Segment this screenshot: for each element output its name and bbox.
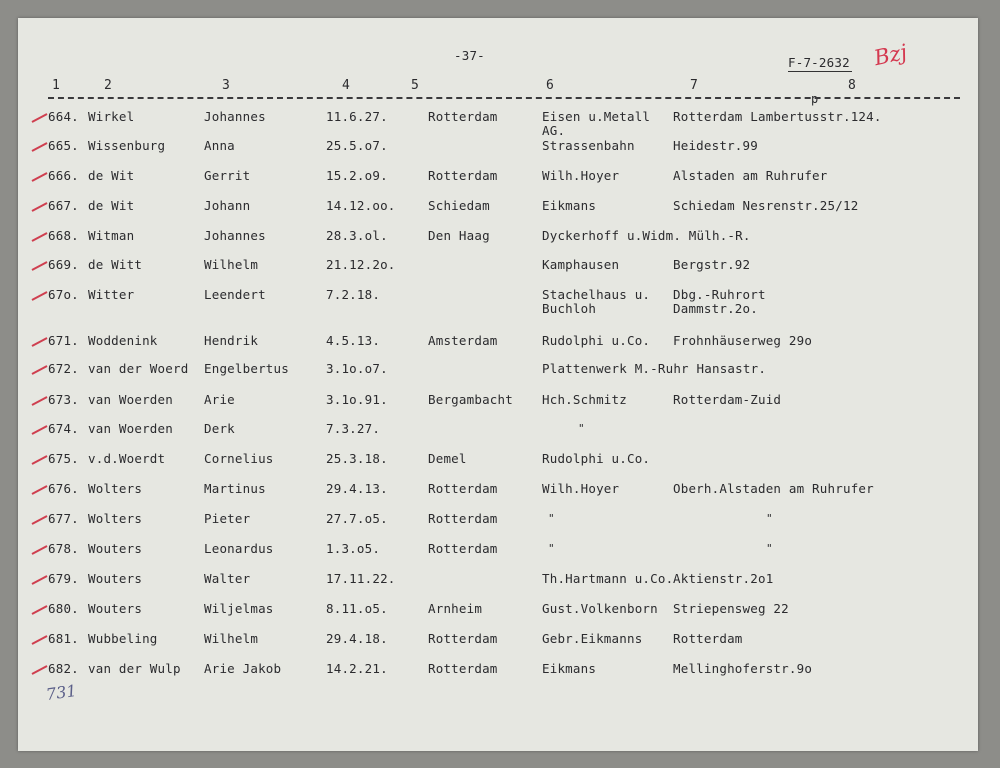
address-cell: Aktienstr.2o1 xyxy=(673,571,774,586)
birthplace-cell: Amsterdam xyxy=(428,333,498,348)
birth-date-cell: 28.3.ol. xyxy=(326,228,388,243)
red-check-mark xyxy=(32,365,48,375)
address-cell: Striepensweg 22 xyxy=(673,601,789,616)
first-name-cell: Wilhelm xyxy=(204,257,259,272)
surname-cell: van der Woerd xyxy=(88,361,189,376)
birth-date-cell: 25.5.o7. xyxy=(326,138,388,153)
employer-cell: " xyxy=(548,542,555,555)
address-cell: Oberh.Alstaden am Ruhrufer xyxy=(673,481,874,496)
birthplace-cell: Demel xyxy=(428,451,467,466)
surname-cell: Wissenburg xyxy=(88,138,166,153)
red-check-mark xyxy=(32,545,48,555)
first-name-cell: Walter xyxy=(204,571,251,586)
employer-cell-line2: AG. xyxy=(542,123,566,138)
entry-number: 674. xyxy=(48,421,79,436)
surname-cell: Wouters xyxy=(88,571,143,586)
address-cell: Rotterdam-Zuid xyxy=(673,392,782,407)
column-number-7: 7 xyxy=(690,78,699,93)
column-number-6: 6 xyxy=(546,78,555,93)
birth-date-cell: 21.12.2o. xyxy=(326,257,396,272)
entry-number: 680. xyxy=(48,601,79,616)
employer-cell: Rudolphi u.Co. xyxy=(542,333,651,348)
entry-number: 671. xyxy=(48,333,79,348)
employer-cell: Stachelhaus u. xyxy=(542,287,651,302)
file-reference-underline xyxy=(788,71,852,72)
first-name-cell: Leonardus xyxy=(204,541,274,556)
birth-date-cell: 29.4.13. xyxy=(326,481,388,496)
employer-cell: Rudolphi u.Co. xyxy=(542,451,651,466)
column-number-4: 4 xyxy=(342,78,351,93)
first-name-cell: Leendert xyxy=(204,287,266,302)
address-cell: Alstaden am Ruhrufer xyxy=(673,168,828,183)
surname-cell: Wouters xyxy=(88,601,143,616)
surname-cell: Witter xyxy=(88,287,135,302)
birth-date-cell: 15.2.o9. xyxy=(326,168,388,183)
red-check-mark xyxy=(32,515,48,525)
birth-date-cell: 29.4.18. xyxy=(326,631,388,646)
entry-number: 676. xyxy=(48,481,79,496)
column-number-5: 5 xyxy=(411,78,420,93)
entry-number: 664. xyxy=(48,109,79,124)
address-cell-line2: Dammstr.2o. xyxy=(673,301,758,316)
first-name-cell: Martinus xyxy=(204,481,266,496)
surname-cell: de Wit xyxy=(88,168,135,183)
red-check-mark xyxy=(32,172,48,182)
first-name-cell: Engelbertus xyxy=(204,361,289,376)
birth-date-cell: 7.2.18. xyxy=(326,287,381,302)
address-cell: Rotterdam Lambertusstr.124. xyxy=(673,109,882,124)
column-number-3: 3 xyxy=(222,78,231,93)
surname-cell: Wolters xyxy=(88,481,143,496)
header-dashed-rule xyxy=(48,97,960,99)
birthplace-cell: Den Haag xyxy=(428,228,490,243)
red-check-mark xyxy=(32,113,48,123)
birth-date-cell: 11.6.27. xyxy=(326,109,388,124)
column-number-1: 1 xyxy=(52,78,61,93)
employer-cell: Hch.Schmitz xyxy=(542,392,627,407)
surname-cell: Wolters xyxy=(88,511,143,526)
entry-number: 682. xyxy=(48,661,79,676)
entry-number: 673. xyxy=(48,392,79,407)
red-check-mark xyxy=(32,396,48,406)
birth-date-cell: 8.11.o5. xyxy=(326,601,388,616)
birth-date-cell: 3.1o.o7. xyxy=(326,361,388,376)
birthplace-cell: Rotterdam xyxy=(428,631,498,646)
surname-cell: Wouters xyxy=(88,541,143,556)
birthplace-cell: Schiedam xyxy=(428,198,490,213)
first-name-cell: Gerrit xyxy=(204,168,251,183)
birthplace-cell: Rotterdam xyxy=(428,511,498,526)
surname-cell: Wirkel xyxy=(88,109,135,124)
red-check-mark xyxy=(32,665,48,675)
employer-cell: Gebr.Eikmanns xyxy=(542,631,643,646)
surname-cell: de Wit xyxy=(88,198,135,213)
first-name-cell: Pieter xyxy=(204,511,251,526)
address-cell: Schiedam Nesrenstr.25/12 xyxy=(673,198,859,213)
employer-cell: " xyxy=(578,422,585,435)
red-check-mark xyxy=(32,605,48,615)
column-number-2: 2 xyxy=(104,78,113,93)
page-number: -37- xyxy=(454,48,485,63)
handwritten-number: 731 xyxy=(44,680,78,705)
first-name-cell: Derk xyxy=(204,421,235,436)
birth-date-cell: 7.3.27. xyxy=(326,421,381,436)
first-name-cell: Wilhelm xyxy=(204,631,259,646)
first-name-cell: Anna xyxy=(204,138,235,153)
entry-number: 681. xyxy=(48,631,79,646)
entry-number: 679. xyxy=(48,571,79,586)
entry-number: 678. xyxy=(48,541,79,556)
surname-cell: Witman xyxy=(88,228,135,243)
birth-date-cell: 3.1o.91. xyxy=(326,392,388,407)
entry-number: 665. xyxy=(48,138,79,153)
birthplace-cell: Arnheim xyxy=(428,601,483,616)
address-cell: Mellinghoferstr.9o xyxy=(673,661,813,676)
surname-cell: Wubbeling xyxy=(88,631,158,646)
address-cell: Bergstr.92 xyxy=(673,257,751,272)
address-cell: " xyxy=(766,512,773,525)
first-name-cell: Johannes xyxy=(204,109,266,124)
first-name-cell: Johann xyxy=(204,198,251,213)
red-check-mark xyxy=(32,261,48,271)
red-check-mark xyxy=(32,291,48,301)
surname-cell: v.d.Woerdt xyxy=(88,451,166,466)
birth-date-cell: 14.2.21. xyxy=(326,661,388,676)
entry-number: 667. xyxy=(48,198,79,213)
address-cell: " xyxy=(766,542,773,555)
red-check-mark xyxy=(32,455,48,465)
birth-date-cell: 17.11.22. xyxy=(326,571,396,586)
header-p-mark: p xyxy=(811,92,819,106)
employer-cell: Kamphausen xyxy=(542,257,620,272)
surname-cell: Woddenink xyxy=(88,333,158,348)
file-reference: F-7-2632 xyxy=(788,55,850,70)
red-check-mark xyxy=(32,575,48,585)
column-number-8: 8 xyxy=(848,78,857,93)
birth-date-cell: 1.3.o5. xyxy=(326,541,381,556)
employer-cell: Th.Hartmann u.Co. xyxy=(542,571,674,586)
red-check-mark xyxy=(32,485,48,495)
entry-number: 67o. xyxy=(48,287,79,302)
entry-number: 672. xyxy=(48,361,79,376)
employer-cell: Plattenwerk M.-Ruhr Hansastr. xyxy=(542,361,767,376)
red-check-mark xyxy=(32,425,48,435)
employer-cell: Wilh.Hoyer xyxy=(542,481,620,496)
employer-cell: Dyckerhoff u.Widm. Mülh.-R. xyxy=(542,228,751,243)
birthplace-cell: Rotterdam xyxy=(428,541,498,556)
surname-cell: van der Wulp xyxy=(88,661,181,676)
birth-date-cell: 25.3.18. xyxy=(326,451,388,466)
employer-cell-line2: Buchloh xyxy=(542,301,597,316)
entry-number: 668. xyxy=(48,228,79,243)
employer-cell: Eikmans xyxy=(542,198,597,213)
birthplace-cell: Rotterdam xyxy=(428,481,498,496)
first-name-cell: Hendrik xyxy=(204,333,259,348)
entry-number: 675. xyxy=(48,451,79,466)
red-check-mark xyxy=(32,337,48,347)
birthplace-cell: Bergambacht xyxy=(428,392,513,407)
handwritten-initials: Bzj xyxy=(871,39,910,71)
employer-cell: Strassenbahn xyxy=(542,138,635,153)
birth-date-cell: 14.12.oo. xyxy=(326,198,396,213)
birthplace-cell: Rotterdam xyxy=(428,661,498,676)
address-cell: Rotterdam xyxy=(673,631,743,646)
birth-date-cell: 27.7.o5. xyxy=(326,511,388,526)
first-name-cell: Johannes xyxy=(204,228,266,243)
surname-cell: van Woerden xyxy=(88,421,173,436)
employer-cell: Wilh.Hoyer xyxy=(542,168,620,183)
red-check-mark xyxy=(32,635,48,645)
red-check-mark xyxy=(32,232,48,242)
employer-cell: Eisen u.Metall xyxy=(542,109,651,124)
document-page xyxy=(18,18,978,751)
address-cell: Dbg.-Ruhrort xyxy=(673,287,766,302)
employer-cell: " xyxy=(548,512,555,525)
entry-number: 666. xyxy=(48,168,79,183)
first-name-cell: Arie Jakob xyxy=(204,661,282,676)
birth-date-cell: 4.5.13. xyxy=(326,333,381,348)
employer-cell: Gust.Volkenborn xyxy=(542,601,658,616)
red-check-mark xyxy=(32,142,48,152)
entry-number: 669. xyxy=(48,257,79,272)
first-name-cell: Wiljelmas xyxy=(204,601,274,616)
surname-cell: de Witt xyxy=(88,257,143,272)
surname-cell: van Woerden xyxy=(88,392,173,407)
red-check-mark xyxy=(32,202,48,212)
entry-number: 677. xyxy=(48,511,79,526)
employer-cell: Eikmans xyxy=(542,661,597,676)
address-cell: Frohnhäuserweg 29o xyxy=(673,333,813,348)
address-cell: Heidestr.99 xyxy=(673,138,758,153)
first-name-cell: Cornelius xyxy=(204,451,274,466)
birthplace-cell: Rotterdam xyxy=(428,168,498,183)
first-name-cell: Arie xyxy=(204,392,235,407)
birthplace-cell: Rotterdam xyxy=(428,109,498,124)
